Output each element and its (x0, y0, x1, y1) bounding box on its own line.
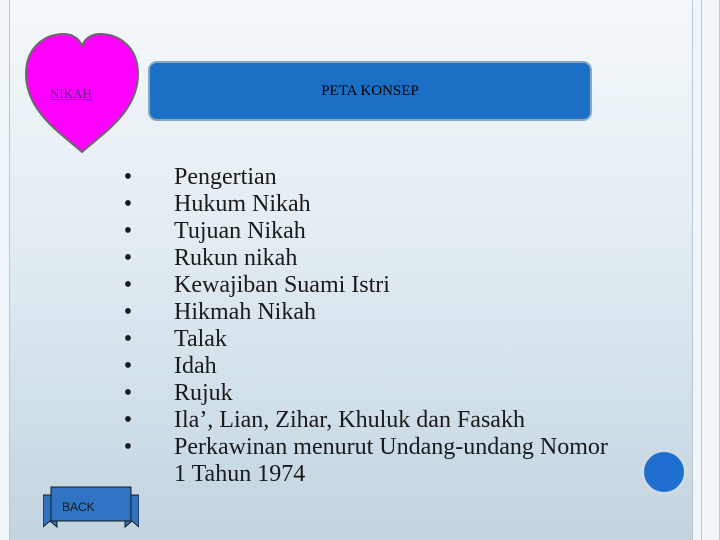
topic-label: Rukun nikah (174, 245, 298, 271)
topic-label: Idah (174, 353, 217, 379)
peta-konsep-banner (148, 61, 592, 121)
bullet-icon: • (123, 326, 133, 352)
back-button[interactable] (43, 485, 139, 529)
bullet-icon: • (123, 299, 133, 325)
bullet-icon: • (123, 380, 133, 406)
slide-left-border (0, 0, 10, 540)
bullet-icon: • (123, 218, 133, 244)
bullet-icon: • (123, 407, 133, 433)
bullet-icon: • (123, 353, 133, 379)
topic-item[interactable] (118, 191, 614, 218)
back-button-label: BACK (62, 500, 95, 514)
next-circle-button[interactable] (641, 449, 687, 495)
topic-label: Hukum Nikah (174, 191, 311, 217)
topic-item[interactable] (118, 299, 614, 326)
topic-label: Pengertian (174, 164, 277, 190)
topic-label: Rujuk (174, 380, 233, 406)
topic-item[interactable] (118, 245, 614, 272)
topic-label: Ila’, Lian, Zihar, Khuluk dan Fasakh (174, 407, 525, 433)
topic-list (118, 164, 614, 488)
topic-label: Talak (174, 326, 227, 352)
bullet-icon: • (123, 164, 133, 190)
topic-item[interactable] (118, 272, 614, 299)
topic-label: Tujuan Nikah (174, 218, 306, 244)
topic-item[interactable] (118, 164, 614, 191)
topic-item[interactable] (118, 407, 614, 434)
slide-right-border (692, 0, 720, 540)
back-ribbon-center (51, 487, 131, 521)
topic-item[interactable] (118, 353, 614, 380)
topic-item[interactable] (118, 218, 614, 245)
topic-label: Kewajiban Suami Istri (174, 272, 390, 298)
bullet-icon: • (123, 191, 133, 217)
topic-item[interactable] (118, 326, 614, 353)
topic-item[interactable] (118, 434, 614, 488)
bullet-icon: • (123, 434, 133, 460)
bullet-icon: • (123, 272, 133, 298)
topic-item[interactable] (118, 380, 614, 407)
bullet-icon: • (123, 245, 133, 271)
topic-label: Hikmah Nikah (174, 299, 316, 325)
peta-konsep-title: PETA KONSEP (321, 82, 419, 99)
nikah-link[interactable]: NIKAH (50, 86, 92, 101)
topic-label: Perkawinan menurut Undang-undang Nomor 1 Tahun 1974 (174, 434, 608, 487)
